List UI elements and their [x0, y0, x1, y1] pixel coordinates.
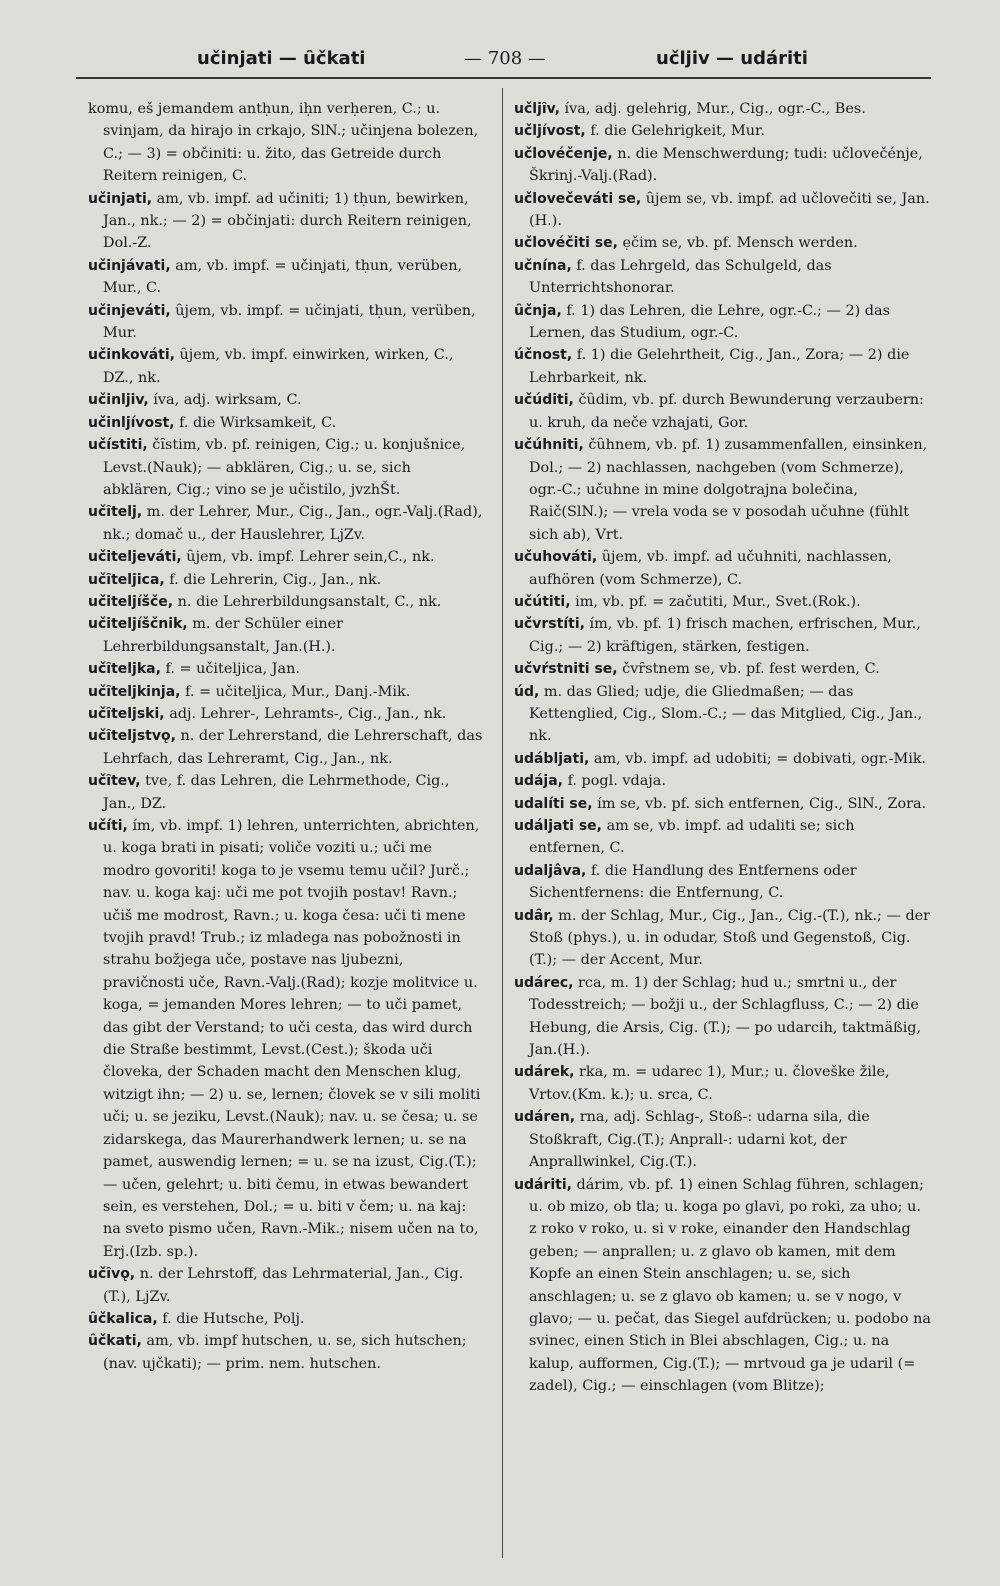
- dictionary-entry: [88, 770, 483, 815]
- entry-headword: účnost,: [514, 347, 573, 364]
- header-right-guide: učljiv — udáriti: [656, 48, 808, 69]
- entry-headword: udalíti se,: [514, 795, 593, 812]
- entry-definition: m. der Lehrer, Mur., Cig., Jan., ogr.-Valj.(Rad), nk.; domač u., der Hauslehrer, LjZv.: [103, 504, 483, 543]
- entry-definition: am, vb. impf hutschen, u. se, sich hutschen; (nav. ujčkati); — prim. nem. hutschen.: [103, 1333, 467, 1372]
- entry-headword: učlovéčenje,: [514, 145, 613, 162]
- entry-headword: učístiti,: [88, 437, 148, 454]
- entry-definition: ȗjem, vb. impf. = učinjati, tḥun, verüben, Mur.: [103, 302, 476, 342]
- entry-headword: událjati se,: [514, 818, 602, 834]
- entry-definition: ȗjem, vb. impf. ad učuhniti, nachlassen, aufhören (vom Schmerze), C.: [529, 549, 892, 588]
- dictionary-entry: [88, 546, 483, 568]
- entry-definition: n. der Lehrstoff, das Lehrmaterial, Jan., Cig.(T.), LjZv.: [103, 1266, 464, 1305]
- dictionary-entry: [88, 188, 483, 255]
- entry-headword: učvrstíti,: [514, 616, 585, 633]
- entry-definition: m. der Schüler einer Lehrerbildungsanstalt, Jan.(H.).: [103, 616, 344, 655]
- entry-headword: udáren,: [514, 1109, 576, 1126]
- dictionary-entry: [88, 725, 483, 770]
- entry-definition: m. das Glied; udje, die Gliedmaßen; — das Kettenglied, Cig., Slom.-C.; — das Mitglied, Cig., Jan., nk.: [529, 683, 923, 745]
- entry-headword: učinkováti,: [88, 347, 175, 364]
- entry-headword: učinjati,: [88, 190, 153, 207]
- dictionary-entry: [88, 98, 483, 188]
- entry-definition: ím, vb. pf. 1) frisch machen, erfrischen, Mur., Cig.; — 2) kräftigen, stärken, festigen.: [529, 616, 921, 655]
- entry-definition: rka, m. = udarec 1), Mur.; u. človeške žile, Vrtov.(Km. k.); u. srca, C.: [529, 1064, 890, 1103]
- entry-definition: ȗjem, vb. impf. Lehrer sein,C., nk.: [181, 549, 435, 566]
- dictionary-entry: [88, 255, 483, 300]
- entry-headword: udáriti,: [514, 1176, 572, 1193]
- dictionary-entry: [514, 389, 932, 434]
- entry-headword: učiteljíšče,: [88, 593, 174, 610]
- entry-headword: učȋtelj,: [88, 504, 143, 521]
- entry-definition: m. der Schlag, Mur., Cig., Jan., Cig.-(T.), nk.; — der Stoß (phys.), u. in odudar, Stoß und Gegenstoß, Cig.(T.); — der Accent, Mur.: [529, 907, 931, 969]
- left-column: [88, 98, 483, 1375]
- dictionary-entry: [514, 972, 932, 1062]
- entry-definition: f. = učiteljica, Jan.: [160, 661, 300, 678]
- entry-definition: ím se, vb. pf. sich entfernen, Cig., SlN., Zora.: [592, 795, 927, 812]
- header-rule: [76, 77, 931, 79]
- entry-headword: učíti,: [88, 818, 128, 834]
- entry-definition: n. die Lehrerbildungsanstalt, C., nk.: [173, 593, 442, 610]
- entry-definition: f. das Lehrgeld, das Schulgeld, das Unterrichtshonorar.: [529, 257, 832, 297]
- entry-headword: učvŕstniti se,: [514, 661, 618, 678]
- entry-definition: am, vb. impf. ad učiniti; 1) tḥun, bewirken, Jan., nk.; — 2) = občinjati: durch Reitern reinigen, Dol.-Z.: [103, 190, 472, 252]
- dictionary-entry: [514, 748, 932, 770]
- dictionary-entry: [514, 232, 932, 254]
- entry-definition: f. 1) das Lehren, die Lehre, ogr.-C.; — 2) das Lernen, das Studium, ogr.-C.: [529, 302, 890, 342]
- dictionary-entry: [88, 681, 483, 703]
- entry-headword: učȋteljica,: [88, 571, 165, 588]
- entry-headword: učȋteljski,: [88, 705, 165, 722]
- dictionary-entry: [514, 344, 932, 389]
- dictionary-entry: [514, 1174, 932, 1398]
- entry-headword: učútiti,: [514, 593, 571, 610]
- entry-headword: udábljati,: [514, 750, 590, 767]
- header-left-guide: učinjati — ȗčkati: [197, 48, 366, 69]
- entry-headword: učinljívost,: [88, 414, 175, 431]
- entry-definition: f. die Hutsche, Polj.: [157, 1310, 305, 1327]
- entry-definition: n. die Menschwerdung; tudi: učlovečénje, Škrinj.-Valj.(Rad).: [529, 145, 923, 185]
- entry-definition: am se, vb. impf. ad udaliti se; sich entfernen, C.: [529, 818, 855, 857]
- entry-headword: udȃr,: [514, 907, 554, 924]
- entry-definition: f. die Handlung des Entfernens oder Sichentfernens: die Entfernung, C.: [529, 862, 857, 902]
- dictionary-entry: [514, 793, 932, 815]
- dictionary-entry: [88, 1330, 483, 1375]
- entry-definition: f. = učiteljica, Mur., Danj.-Mik.: [180, 683, 411, 700]
- dictionary-entry: [514, 591, 932, 613]
- entry-headword: udárek,: [514, 1064, 575, 1081]
- entry-definition: adj. Lehrer-, Lehramts-, Cig., Jan., nk.: [164, 705, 447, 722]
- entry-headword: učȋtev,: [88, 773, 141, 790]
- entry-headword: udaljâva,: [514, 862, 587, 879]
- dictionary-entry: [514, 143, 932, 188]
- dictionary-entry: [514, 860, 932, 905]
- entry-headword: učȋteljkinja,: [88, 683, 181, 700]
- entry-headword: úd,: [514, 683, 540, 700]
- entry-definition: f. 1) die Gelehrtheit, Cig., Jan., Zora; — 2) die Lehrbarkeit, nk.: [529, 347, 910, 386]
- dictionary-entry: [88, 389, 483, 411]
- dictionary-entry: [88, 591, 483, 613]
- entry-headword: učnína,: [514, 257, 572, 274]
- entry-definition: am, vb. impf. ad udobiti; = dobivati, ogr.-Mik.: [589, 750, 927, 767]
- entry-definition: čvȓstnem se, vb. pf. fest werden, C.: [617, 661, 880, 678]
- dictionary-entry: [514, 300, 932, 345]
- dictionary-entry: [88, 1263, 483, 1308]
- entry-headword: udárec,: [514, 974, 574, 991]
- dictionary-entry: [88, 569, 483, 591]
- entry-headword: učȋvǫ,: [88, 1266, 136, 1283]
- entry-definition: tve, f. das Lehren, die Lehrmethode, Cig., Jan., DZ.: [103, 773, 450, 812]
- entry-headword: ȗčnja,: [514, 302, 562, 319]
- entry-definition: rca, m. 1) der Schlag; hud u.; smrtni u., der Todesstreich; — božji u., der Schlagfluss, C.; — 2) die Hebung, die Arsis, Cig. (T.); — po udarcih, taktmäßig, Jan.(H.).: [529, 974, 922, 1059]
- page-number: — 708 —: [464, 48, 546, 69]
- entry-definition: f. die Lehrerin, Cig., Jan., nk.: [164, 571, 382, 588]
- dictionary-entry: [88, 434, 483, 501]
- dictionary-entry: [514, 1061, 932, 1106]
- right-column: [514, 98, 932, 1398]
- dictionary-entry: [514, 255, 932, 300]
- entry-definition: komu, eš jemandem antḥun, iḥn verḥeren, C.; u. svinjam, da hirajo in crkajo, SlN.; učinjena bolezen, C.; — 3) = občiniti: u. žito, das Getreide durch Reitern reinigen, C.: [88, 101, 479, 185]
- entry-definition: íva, adj. gelehrig, Mur., Cig., ogr.-C., Bes.: [559, 101, 866, 117]
- entry-headword: ȗčkati,: [88, 1333, 142, 1350]
- entry-headword: učljȋv,: [514, 101, 560, 117]
- entry-definition: ím, vb. impf. 1) lehren, unterrichten, abrichten, u. koga brati in pisati; voliče voziti u.; uči me modro govoriti! koga to je vsemu temu učil? Jurč.; nav. u. koga kaj: uči me pot tvojih postav! Ravn.; učiš me modrost, Ravn.; u. koga česa: uči ti mene tvojih pravd! Trub.; iz mladega nas pobožnosti in strahu božjega uče, postave nas ljubezni, pravičnosti uče, Ravn.-Valj.(Rad); kozje molitvice u. koga, = jemanden Mores lehren; — to uči pamet, das gibt der Verstand; to uči cesta, das wird durch die Straße bestimmt, Levst.(Cest.); škoda uči človeka, der Schaden macht den Menschen klug, witzigt ihn; — 2) u. se, lernen; človek se v sili moliti uči; u. se jeziku, Levst.(Nauk); nav. u. se česa; u. se zidarskega, das Maurerhandwerk lernen; u. se na pamet, auswendig lernen; = u. se na izust, Cig.(T.); — učen, gelehrt; u. biti čemu, in etwas bewandert sein, es verstehen, Dol.; = u. biti v čem; u. na kaj: na sveto pismo učen, Ravn.-Mik.; nisem učen na to, Erj.(Izb. sp.).: [103, 818, 481, 1260]
- dictionary-entry: [88, 501, 483, 546]
- dictionary-entry: [514, 770, 932, 792]
- dictionary-entry: [88, 815, 483, 1263]
- dictionary-entry: [88, 613, 483, 658]
- dictionary-entry: [514, 613, 932, 658]
- entry-headword: učlovéčiti se,: [514, 235, 618, 252]
- dictionary-entry: [514, 905, 932, 972]
- dictionary-entry: [514, 815, 932, 860]
- entry-definition: f. die Wirksamkeit, C.: [174, 414, 337, 431]
- dictionary-entry: [88, 344, 483, 389]
- dictionary-entry: [514, 681, 932, 748]
- entry-headword: učlovečeváti se,: [514, 190, 642, 207]
- dictionary-entry: [88, 1308, 483, 1330]
- entry-definition: ẹčim se, vb. pf. Mensch werden.: [617, 235, 858, 252]
- entry-headword: učinljiv,: [88, 392, 149, 409]
- entry-definition: čȋstim, vb. pf. reinigen, Cig.; u. konjušnice, Levst.(Nauk); — abklären, Cig.; u. se, sich abklären, Cig.; vino se je učistilo, jvzhŠt.: [103, 437, 466, 498]
- dictionary-entry: [514, 546, 932, 591]
- dictionary-entry: [514, 434, 932, 546]
- entry-definition: rna, adj. Schlag-, Stoß-: udarna sila, die Stoßkraft, Cig.(T.); Anprall-: udarni kot, der Anprallwinkel, Cig.(T.).: [529, 1109, 870, 1171]
- entry-headword: učljívost,: [514, 123, 586, 140]
- entry-definition: ȗjem se, vb. impf. ad učlovečiti se, Jan.(H.).: [529, 190, 930, 230]
- entry-headword: učȋteljstvǫ,: [88, 728, 176, 745]
- dictionary-entry: [88, 300, 483, 345]
- dictionary-entry: [88, 703, 483, 725]
- entry-headword: učuhováti,: [514, 549, 598, 566]
- entry-definition: íva, adj. wirksam, C.: [148, 392, 302, 409]
- dictionary-entry: [514, 658, 932, 680]
- entry-definition: im, vb. pf. = začutiti, Mur., Svet.(Rok.).: [570, 593, 861, 610]
- entry-definition: n. der Lehrerstand, die Lehrerschaft, das Lehrfach, das Lehreramt, Cig., Jan., nk.: [103, 728, 483, 767]
- entry-headword: ȗčkalica,: [88, 1310, 158, 1327]
- entry-headword: učinjeváti,: [88, 302, 171, 319]
- entry-definition: čȗdim, vb. pf. durch Bewunderung verzaubern: u. kruh, da neče vzhajati, Gor.: [529, 392, 924, 431]
- dictionary-entry: [514, 98, 932, 120]
- dictionary-entry: [514, 188, 932, 233]
- entry-definition: f. pogl. vdaja.: [563, 773, 666, 790]
- entry-definition: ȗjem, vb. impf. einwirken, wirken, C., DZ., nk.: [103, 347, 454, 386]
- entry-headword: učiteljeváti,: [88, 549, 182, 566]
- entry-headword: udája,: [514, 773, 563, 790]
- entry-headword: učȋteljka,: [88, 661, 161, 678]
- entry-definition: f. die Gelehrigkeit, Mur.: [585, 123, 765, 140]
- dictionary-entry: [514, 1106, 932, 1173]
- dictionary-entry: [514, 120, 932, 142]
- entry-definition: čȗhnem, vb. pf. 1) zusammenfallen, einsinken, Dol.; — 2) nachlassen, nachgeben (vom Schmerze), ogr.-C.; učuhne in mine dolgotrajna bolečina, Raič(SlN.); — vrela voda se v posodah učuhne (fühlt sich ab), Vrt.: [529, 437, 928, 543]
- entry-definition: dárim, vb. pf. 1) einen Schlag führen, schlagen; u. ob mizo, ob tla; u. koga po glavi, po roki, za uho; u. z roko v roko, u. si v roke, einander den Handschlag geben; — anprallen; u. z glavo ob kamen, mit dem Kopfe an einen Stein anschlagen; u. se, sich anschlagen; u. se z glavo ob kamen; u. se v nogo, v glavo; — u. pečat, das Siegel aufdrücken; u. podobo na svinec, einen Stich in Blei abschlagen, Cig.; u. na kalup, aufformen, Cig.(T.); — mrtvoud ga je udaril (= zadel), Cig.; — einschlagen (vom Blitze);: [529, 1176, 931, 1395]
- dictionary-entry: [88, 658, 483, 680]
- dictionary-entry: [88, 412, 483, 434]
- entry-headword: učiteljíščnik,: [88, 616, 188, 633]
- entry-headword: učúditi,: [514, 392, 574, 409]
- entry-definition: am, vb. impf. = učinjati, tḥun, verüben, Mur., C.: [103, 257, 463, 297]
- column-divider: [502, 88, 503, 1558]
- entry-headword: učinjávati,: [88, 257, 171, 274]
- entry-headword: učúhniti,: [514, 437, 584, 454]
